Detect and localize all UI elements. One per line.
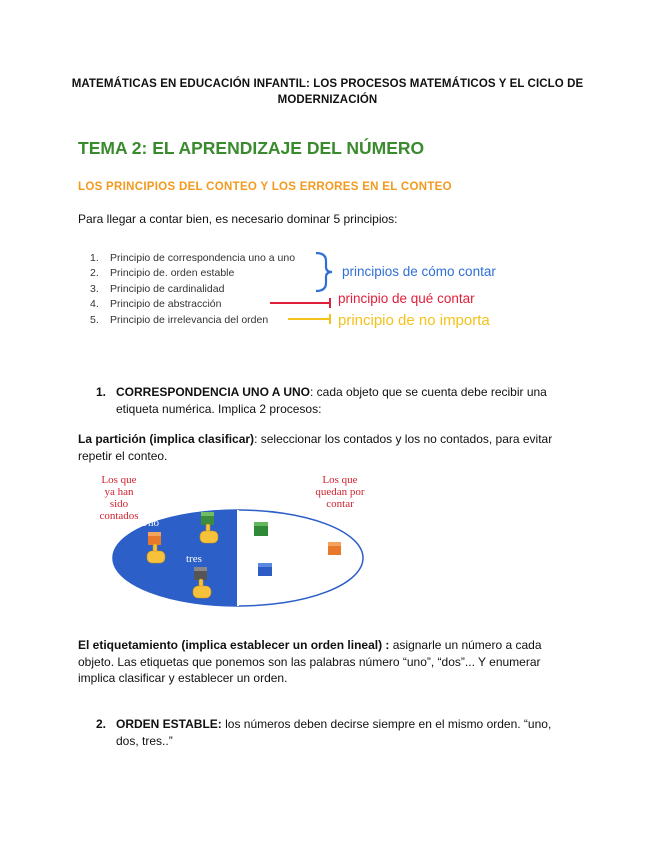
uncounted-label <box>300 474 380 510</box>
uncounted-label-line: Los que <box>322 474 358 486</box>
list-item-number: 2. <box>90 267 99 280</box>
hand-label-uno: Uno <box>140 517 159 529</box>
counting-figure <box>90 470 380 610</box>
particion-text: : seleccionar los contados y los no contados, para evitar repetir el conteo. <box>78 432 553 463</box>
item-heading: ORDEN ESTABLE: <box>116 717 222 731</box>
uncounted-label-line: contar <box>326 498 354 510</box>
item-number: 1. <box>96 385 107 399</box>
numbered-item-1 <box>96 384 566 418</box>
item-heading: CORRESPONDENCIA UNO A UNO <box>116 385 311 399</box>
item-text: los números deben decirse siempre en el mismo orden. “uno, dos, tres..” <box>116 717 552 748</box>
item-number: 2. <box>96 717 107 731</box>
particion-heading: La partición (implica clasificar) <box>78 432 255 446</box>
uncounted-label-line: quedan por <box>315 486 365 498</box>
hand-label-tres: tres <box>186 553 202 565</box>
tema-heading: TEMA 2: EL APRENDIZAJE DEL NÚMERO <box>78 138 425 158</box>
etiquetamiento-heading: El etiquetamiento (implica establecer un orden lineal) : <box>78 638 390 652</box>
principles-connectors <box>250 250 350 330</box>
hand-label-dos: dos <box>196 501 212 513</box>
counted-label-line: sido <box>109 498 129 510</box>
blue-brace <box>316 253 332 291</box>
list-item-text: Principio de correspondencia uno a uno <box>110 252 296 264</box>
section-heading: LOS PRINCIPIOS DEL CONTEO Y LOS ERRORES EN EL CONTEO <box>78 181 452 193</box>
etiquetamiento-paragraph <box>78 637 578 687</box>
list-item-text: Principio de irrelevancia del orden <box>110 313 269 326</box>
label-como-contar: principios de cómo contar <box>342 264 496 279</box>
list-item-number: 3. <box>90 282 99 295</box>
cube-orange-uncounted <box>328 542 341 555</box>
particion-paragraph <box>78 431 578 464</box>
cube-green-counted <box>201 512 214 525</box>
counted-label <box>90 474 148 522</box>
label-que-contar: principio de qué contar <box>338 291 475 306</box>
list-item-number: 1. <box>90 252 99 264</box>
cube-green-uncounted <box>254 522 268 536</box>
numbered-item-2 <box>96 716 566 750</box>
item-text: : cada objeto que se cuenta debe recibir una etiqueta numérica. Implica 2 procesos: <box>116 385 547 416</box>
list-item-text: Principio de. orden estable <box>110 267 235 280</box>
intro-paragraph: Para llegar a contar bien, es necesario dominar 5 principios: <box>78 212 398 226</box>
counted-label-line: contados <box>99 510 139 522</box>
list-item-text: Principio de abstracción <box>110 298 222 311</box>
cube-orange-counted <box>148 532 161 545</box>
list-item-number: 4. <box>90 298 99 311</box>
counted-label-line: ya han <box>104 486 134 498</box>
cube-gray-counted <box>194 567 207 580</box>
list-item-text: Principio de cardinalidad <box>110 282 225 295</box>
list-item-number: 5. <box>90 313 99 326</box>
etiquetamiento-text: asignarle un número a cada objeto. Las etiquetas que ponemos son las palabras número “uno”, “dos”... Y enumerar implica clasificar y establecer un orden. <box>78 638 542 685</box>
counted-label-line: Los que <box>101 474 137 486</box>
cube-blue-uncounted <box>258 563 272 576</box>
document-title: MATEMÁTICAS EN EDUCACIÓN INFANTIL: LOS PROCESOS MATEMÁTICOS Y EL CICLO DE MODERNIZACIÓN <box>71 78 584 106</box>
label-no-importa: principio de no importa <box>338 312 490 329</box>
